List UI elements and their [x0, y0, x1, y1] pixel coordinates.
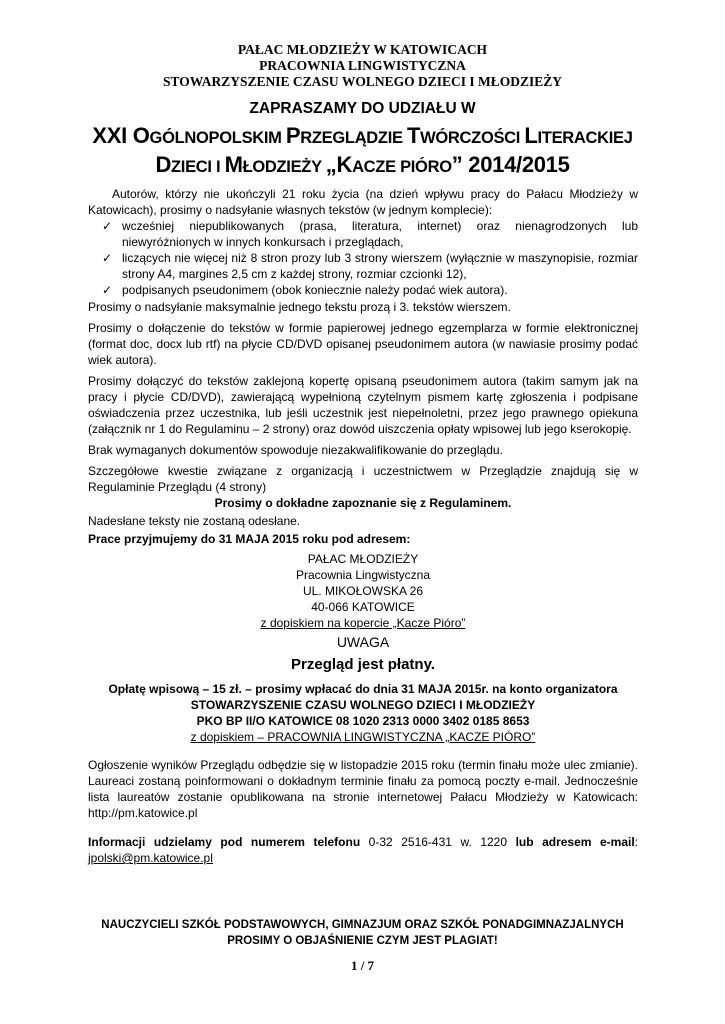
no-return-line: Nadesłane teksty nie zostaną odesłane. — [88, 514, 301, 528]
notice-heading: UWAGA — [336, 634, 390, 650]
checkmark-icon: ✓ — [102, 219, 113, 233]
organizer-name: STOWARZYSZENIE CZASU WOLNEGO DZIECI I MŁODZIEŻY — [190, 698, 536, 712]
transfer-note: z dopiskiem – PRACOWNIA LINGWISTYCZNA „KACZE PIÓRO” — [190, 730, 536, 744]
contest-title-line-1: XXI OGÓLNOPOLSKIM PRZEGLĄDZIE TWÓRCZOŚCI LITERACKIEJ — [92, 123, 633, 148]
checkmark-icon: ✓ — [102, 251, 113, 265]
contact-paragraph: Informacji udzielamy pod numerem telefonu 0-32 2516-431 w. 1220 lub adresem e-mail: jpolski@pm.katowice.pl — [88, 835, 639, 865]
address-line: UL. MIKOŁOWSKA 26 — [302, 584, 424, 598]
list-item: ✓ podpisanych pseudonimem (obok koniecznie należy podać wiek autora). — [102, 283, 508, 297]
phone-number: 0-32 2516-431 w. 1220 — [360, 835, 516, 849]
email-link[interactable]: jpolski@pm.katowice.pl — [88, 851, 213, 865]
contact-label-phone: Informacji udzielamy pod numerem telefonu — [88, 835, 361, 849]
fee-line: Opłatę wpisową – 15 zł. – prosimy wpłacać do dnia 31 MAJA 2015r. na konto organizatora — [108, 682, 618, 696]
bank-account: PKO BP II/O KATOWICE 08 1020 2313 0000 3402 0185 8653 — [196, 714, 530, 728]
address-line: 40-066 KATOWICE — [311, 600, 415, 614]
intro-paragraph: Autorów, którzy nie ukończyli 21 roku życia (na dzień wpływu pracy do Pałacu Młodzieży w Katowicach), prosimy o nadsyłanie własnych tekstów (w jednym komplecie): — [88, 187, 638, 217]
teachers-notice-line-1: NAUCZYCIELI SZKÓŁ PODSTAWOWYCH, GIMNAZJUM ORAZ SZKÓŁ PONADGIMNAZJALNYCH — [101, 919, 624, 931]
header-line-workshop: PRACOWNIA LINGWISTYCZNA — [259, 58, 466, 73]
max-texts-paragraph: Prosimy o nadsyłanie maksymalnie jednego tekstu prozą i 3. tekstów wierszem. — [88, 300, 511, 314]
mailing-address — [88, 551, 638, 631]
list-item: ✓ wcześniej niepublikowanych (prasa, literatura, internet) oraz nienagrodzonych lub niewyróżnionych w innych konkursach i przeglądach, — [102, 219, 638, 249]
cd-paragraph: Prosimy o dołączenie do tekstów w formie papierowej jednego egzemplarza w formie elektronicznej (format doc, docx lub rtf) na płycie CD/DVD opisanej pseudonimem autora (w nawiasie prosimy podać wiek autora). — [88, 321, 638, 367]
document-body — [88, 186, 638, 869]
header-line-palace: PAŁAC MŁODZIEŻY W KATOWICACH — [237, 42, 488, 57]
contact-label-email: lub adresem e-mail — [515, 835, 635, 849]
invite-line: ZAPRASZAMY DO UDZIAŁU W — [249, 100, 476, 117]
envelope-note: z dopiskiem na kopercie „Kacze Pióro” — [260, 616, 466, 630]
details-paragraph: Szczegółowe kwestie związane z organizacją i uczestnictwem w Przeglądzie znajdują się w Regulaminie Przeglądu (4 strony) — [88, 464, 638, 494]
deadline-line: Prace przyjmujemy do 31 MAJA 2015 roku pod adresem: — [88, 532, 411, 546]
envelope-paragraph: Prosimy dołączyć do tekstów zaklejoną kopertę opisaną pseudonimem autora (takim samym jak na pracy i płycie CD/DVD), zawierającą wypełnioną czytelnym pismem kartę zgłoszenia i podpisane oświadczenia przez uczestnika, lub jeśli uczestnik jest niepełnoletni, przez jego prawnego opiekuna (załącznik nr 1 do Regulaminu – 2 strony) oraz dowód uiszczenia opłaty wpisowej lub jego kserokopię. — [88, 374, 638, 436]
read-rules-line: Prosimy o dokładne zapoznanie się z Regulaminem. — [214, 496, 512, 510]
results-paragraph: Ogłoszenie wyników Przeglądu odbędzie się w listopadzie 2015 roku (termin finału może ulec zmianie). Laureaci zostaną poinformowani o dokładnym terminie finału za pomocą poczty e-mail. Jednocześnie lista laureatów zostanie opublikowana na stronie internetowej Pałacu Młodzieży w Katowicach: http://pm.katowice.pl — [88, 758, 638, 820]
page-number: 1 / 7 — [350, 958, 375, 973]
teachers-notice-line-2: PROSIMY O OBJAŚNIENIE CZYM JEST PLAGIAT! — [227, 935, 498, 947]
list-item: ✓ liczących nie więcej niż 8 stron prozy lub 3 strony wierszem (wyłącznie w maszynopisie, rozmiar strony A4, margines 2,5 cm z każdej strony, rozmiar czcionki 12), — [102, 251, 638, 281]
address-line: Pracownia Lingwistyczna — [295, 568, 431, 582]
paid-notice: Przegląd jest płatny. — [291, 656, 435, 673]
requirements-list — [88, 218, 638, 298]
missing-docs-paragraph: Brak wymaganych dokumentów spowoduje niezakwalifikowanie do przeglądu. — [88, 443, 503, 457]
header-line-association: STOWARZYSZENIE CZASU WOLNEGO DZIECI I MŁODZIEŻY — [163, 74, 562, 89]
address-line: PAŁAC MŁODZIEŻY — [307, 552, 419, 566]
teachers-notice — [0, 917, 725, 949]
organizer-header — [0, 42, 725, 90]
contest-title-line-2: DZIECI I MŁODZIEŻY „KACZE PIÓRO” 2014/2015 — [155, 152, 570, 177]
checkmark-icon: ✓ — [102, 283, 113, 297]
